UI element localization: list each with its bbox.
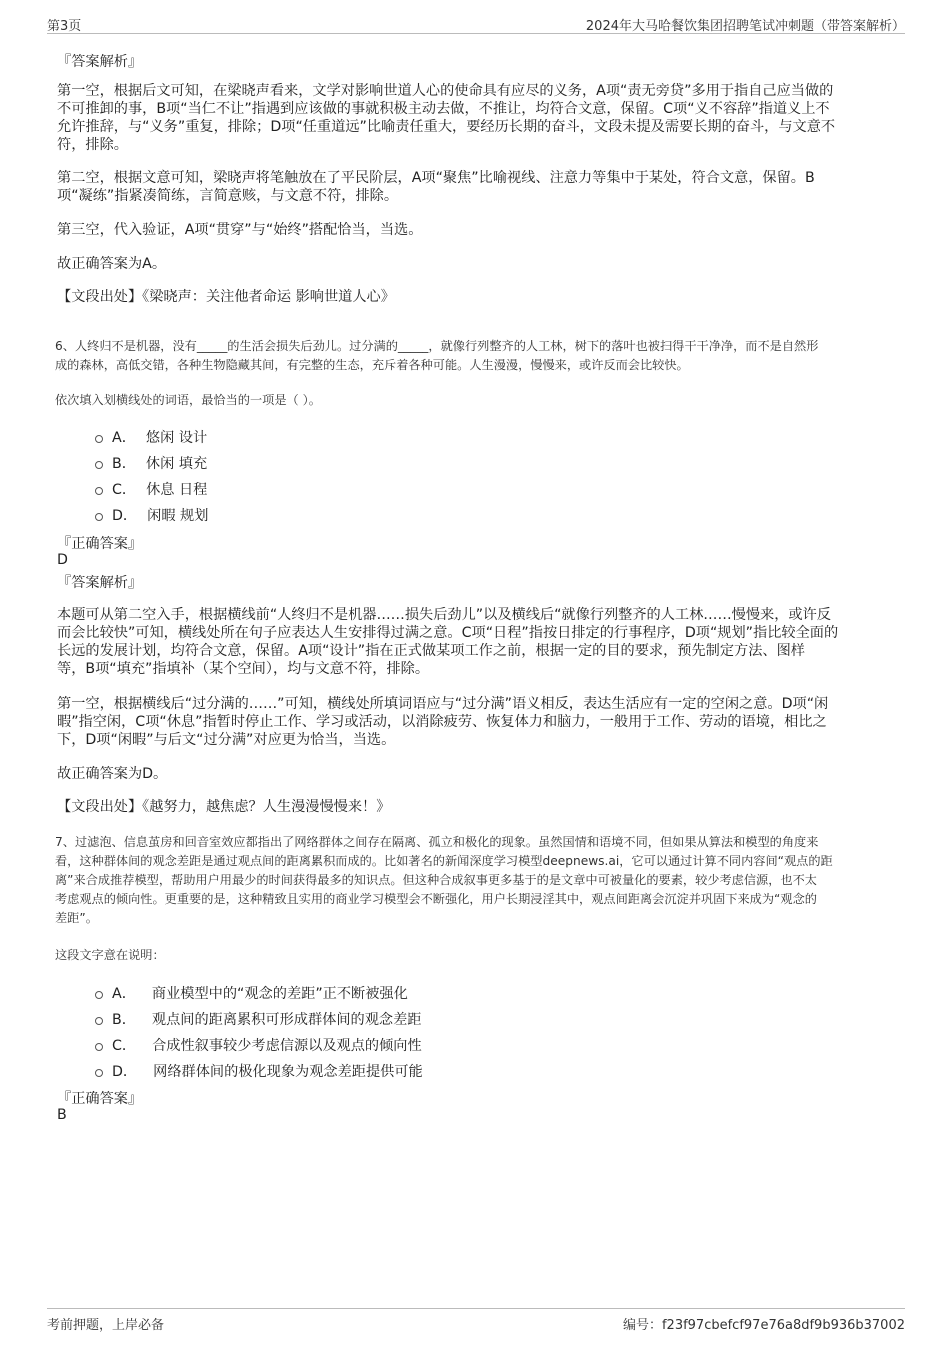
question-stem-line: 7、过滤泡、信息茧房和回音室效应都指出了网络群体之间存在隔离、孤立和极化的现象。虽然国情和语境不同，但如果从算法和模型的角度来 <box>55 835 819 849</box>
radio-icon[interactable] <box>95 991 103 999</box>
radio-icon[interactable] <box>95 513 103 521</box>
question-stem-line: 成的森林，高低交错，各种生物隐藏其间，有完整的生态，充斥着各种可能。人生漫漫，慢慢来，或许反而会比较快。 <box>55 358 689 372</box>
analysis-paragraph-line: 而会比较快”可知，横线处所在句子应表达人生安排得过满之意。C项“日程”指按日排定的行事程序，D项“规划”指比较全面的 <box>57 625 839 641</box>
analysis-paragraph-line: 第一空，根据后文可知，在梁晓声看来，文学对影响世道人心的使命具有应尽的义务，A项“责无旁贷”多用于指自己应当做的 <box>57 83 834 99</box>
option-c[interactable]: C． 合成性叙事较少考虑信源以及观点的倾向性 <box>95 1035 422 1055</box>
option-a[interactable]: A． 悠闲 设计 <box>95 427 207 447</box>
correct-answer-label: 『正确答案』 <box>57 1091 143 1107</box>
analysis-paragraph-line: 本题可从第二空入手，根据横线前“人终归不是机器……损失后劲儿”以及横线后“就像行列整齐的人工林……慢慢来，或许反 <box>57 607 831 623</box>
analysis-paragraph-line: 长远的发展计划，均符合文意，保留。A项“设计”指在正式做某项工作之前，根据一定的目的要求，预先制定方法、图样 <box>57 643 805 659</box>
option-d[interactable]: D． 闲暇 规划 <box>95 505 208 525</box>
analysis-paragraph-line: 允许推辞，与“义务”重复，排除；D项“任重道远”比喻责任重大，要经历长期的奋斗，文段未提及需要长期的奋斗，与文意不 <box>57 119 836 135</box>
question-prompt: 这段文字意在说明： <box>55 948 165 962</box>
analysis-paragraph-line: 第一空，根据横线后“过分满的……”可知，横线处所填词语应与“过分满”语义相反，表达生活应有一定的空闲之意。D项“闲 <box>57 696 829 712</box>
radio-icon[interactable] <box>95 1043 103 1051</box>
option-b[interactable]: B． 观点间的距离累积可形成群体间的观念差距 <box>95 1009 422 1029</box>
document-code: 编号：f23f97cbefcf97e76a8df9b936b37002 <box>622 1318 905 1333</box>
answer-statement: 故正确答案为D。 <box>57 766 168 782</box>
option-c[interactable]: C． 休息 日程 <box>95 479 207 499</box>
question-stem-line: 考虑观点的倾向性。更重要的是，这种精致且实用的商业学习模型会不断强化，用户长期浸淫其中，观点间距离会沉淀并巩固下来成为“观念的 <box>55 892 817 906</box>
correct-answer: D <box>57 552 68 568</box>
analysis-paragraph-line: 第二空，根据文意可知，梁晓声将笔触放在了平民阶层，A项“聚焦”比喻视线、注意力等集中于某处，符合文意，保留。B <box>57 170 815 186</box>
radio-icon[interactable] <box>95 461 103 469</box>
question-prompt: 依次填入划横线处的词语，最恰当的一项是（ ）。 <box>55 393 321 407</box>
radio-icon[interactable] <box>95 487 103 495</box>
analysis-label: 『答案解析』 <box>57 575 143 591</box>
document-title: 2024年大马哈餐饮集团招聘笔试冲刺题（带答案解析） <box>585 19 905 34</box>
page-footer <box>47 1308 905 1331</box>
question-stem-line: 差距”。 <box>55 911 98 925</box>
analysis-paragraph-line: 下，D项“闲暇”与后文“过分满”对应更为恰当，当选。 <box>57 732 396 748</box>
radio-icon[interactable] <box>95 1069 103 1077</box>
correct-answer: B <box>57 1107 67 1123</box>
source-citation: 【文段出处】《越努力，越焦虑？人生漫漫慢慢来！》 <box>57 799 391 815</box>
answer-statement: 故正确答案为A。 <box>57 256 167 272</box>
correct-answer-label: 『正确答案』 <box>57 536 143 552</box>
analysis-label: 『答案解析』 <box>57 54 143 70</box>
question-stem-line: 离”来合成推荐模型，帮助用户用最少的时间获得最多的知识点。但这种合成叙事更多基于的是文章中可被量化的要素，较少考虑信源，也不太 <box>55 873 817 887</box>
analysis-paragraph-line: 不可推卸的事，B项“当仁不让”指遇到应该做的事就积极主动去做，不推让，均符合文意，保留。C项“义不容辞”指道义上不 <box>57 101 830 117</box>
footer-slogan: 考前押题，上岸必备 <box>47 1318 165 1333</box>
option-a[interactable]: A． 商业模型中的“观念的差距”正不断被强化 <box>95 983 408 1003</box>
question-stem-line: 看，这种群体间的观念差距是通过观点间的距离累积而成的。比如著名的新闻深度学习模型deepnews.ai，它可以通过计算不同内容间“观点的距 <box>55 854 833 868</box>
option-d[interactable]: D． 网络群体间的极化现象为观念差距提供可能 <box>95 1061 423 1081</box>
radio-icon[interactable] <box>95 435 103 443</box>
page-number: 第3页 <box>47 19 82 34</box>
analysis-paragraph-line: 暇”指空闲，C项“休息”指暂时停止工作、学习或活动，以消除疲劳、恢复体力和脑力，一般用于工作、劳动的语境，相比之 <box>57 714 827 730</box>
option-b[interactable]: B． 休闲 填充 <box>95 453 207 473</box>
radio-icon[interactable] <box>95 1017 103 1025</box>
analysis-paragraph: 第三空，代入验证，A项“贯穿”与“始终”搭配恰当，当选。 <box>57 222 423 238</box>
analysis-paragraph-line: 符，排除。 <box>57 137 128 153</box>
page-header <box>47 13 905 34</box>
analysis-paragraph-line: 项“凝练”指紧凑简练，言简意赅，与文意不符，排除。 <box>57 188 399 204</box>
question-stem-line: 6、人终归不是机器，没有_____的生活会损失后劲儿。过分满的_____，就像行列整齐的人工林，树下的落叶也被扫得干干净净，而不是自然形 <box>55 339 819 353</box>
analysis-paragraph-line: 等，B项“填充”指填补（某个空间），均与文意不符，排除。 <box>57 661 430 677</box>
source-citation: 【文段出处】《梁晓声：关注他者命运 影响世道人心》 <box>57 289 395 305</box>
